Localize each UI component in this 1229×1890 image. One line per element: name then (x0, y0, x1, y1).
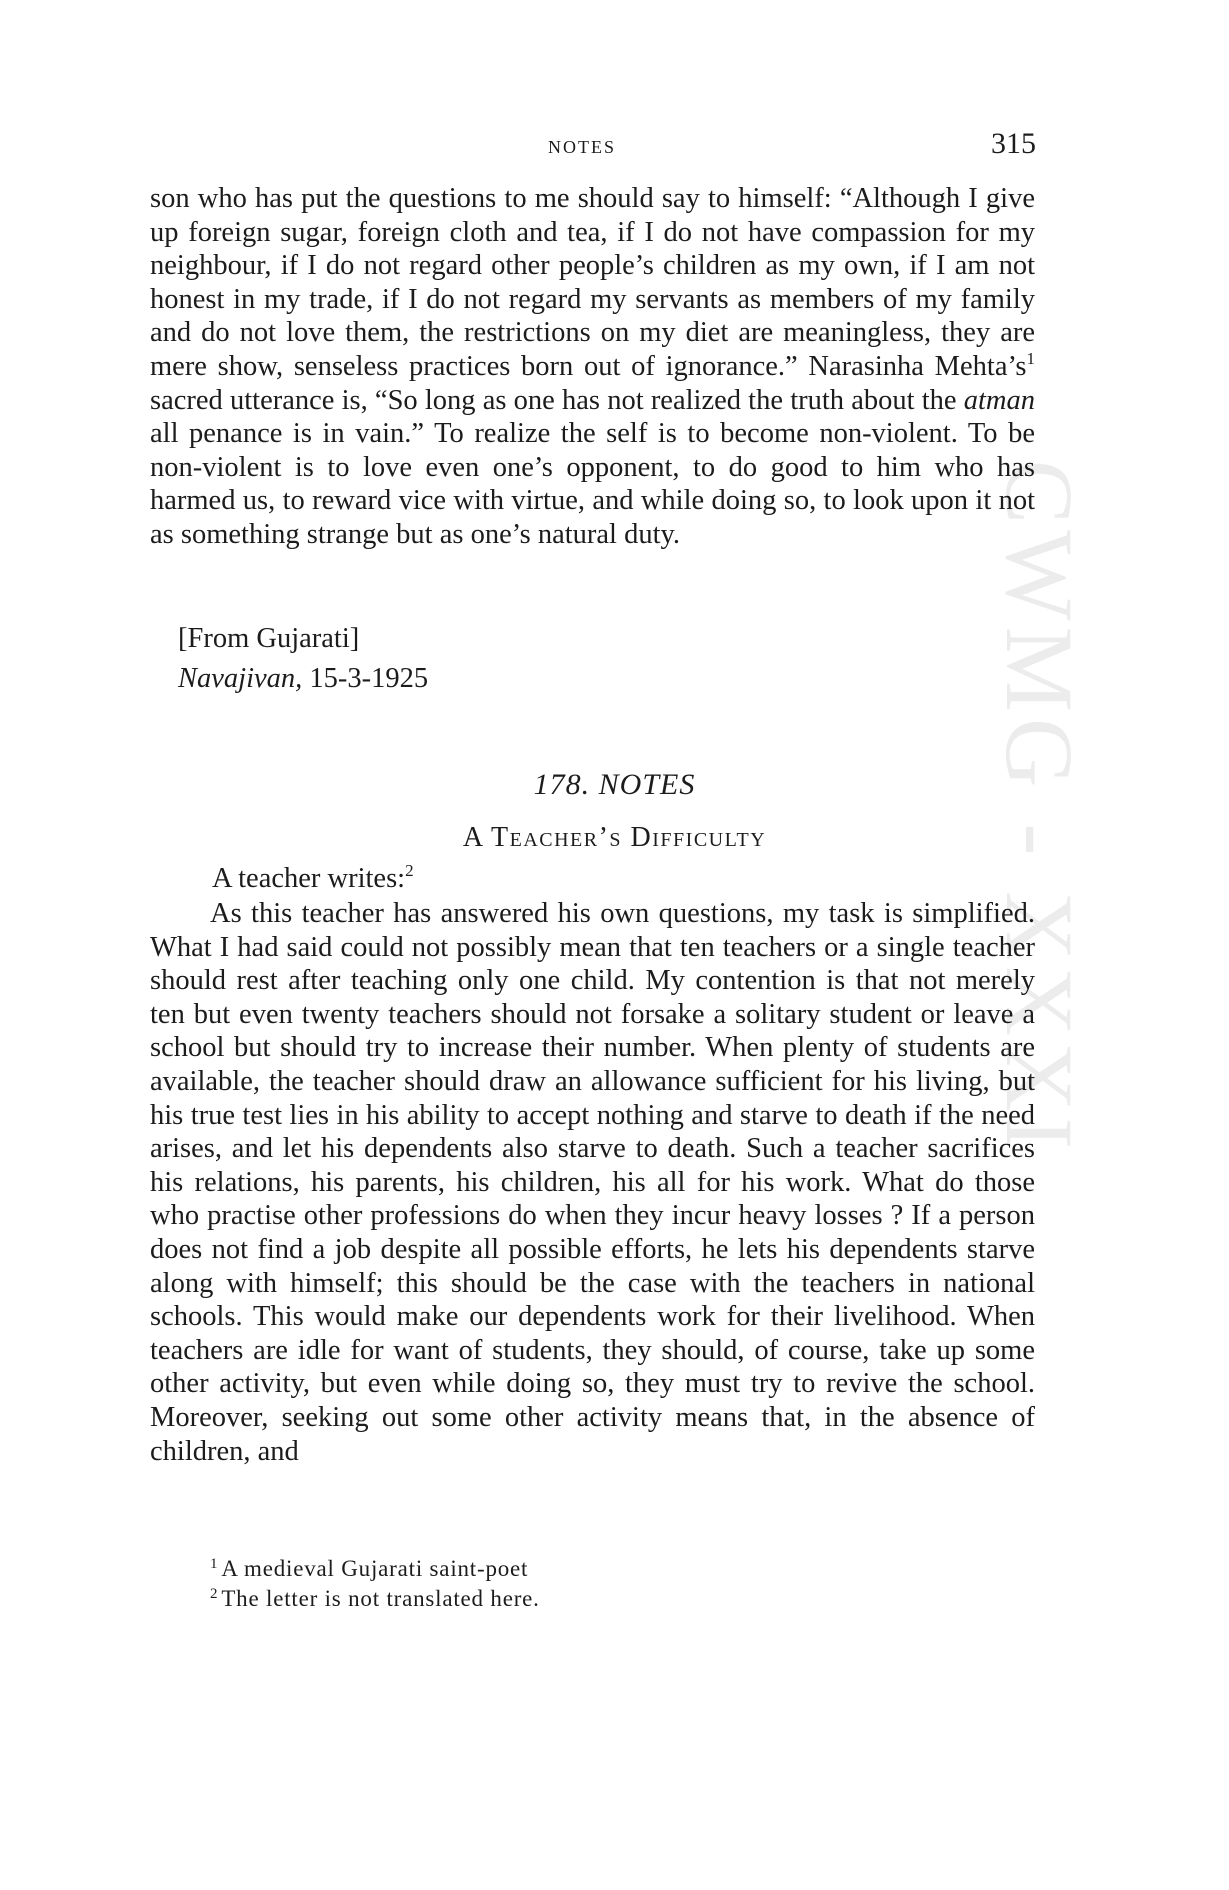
publication-name: Navajivan, (178, 663, 303, 694)
running-head (0, 127, 1229, 163)
footnote-text: The letter is not translated here. (221, 1586, 540, 1611)
paragraph-text: son who has put the questions to me should say to himself: “Although I give up foreign sugar, foreign cloth and tea, if I do not have compassion for my neighbour, if I do not regard other people’s children as my own, if I am not honest in my trade, if I do not regard my servants as members of my family and do not love them, the restrictions on my diet are meaningless, they are mere show, senseless practices born out of ignorance.” Narasinha Mehta’s (150, 183, 1035, 382)
footnote-mark: 2 (210, 1586, 219, 1602)
paragraph (150, 182, 1035, 552)
footnote-text: A medieval Gujarati saint-poet (221, 1556, 529, 1581)
paragraph: As this teacher has answered his own questions, my task is simplified. What I had said could not possibly mean that ten teachers or a single teacher should rest after teaching only one child. My contention is that not merely ten but even twenty teachers should not forsake a solitary student or leave a school but should try to increase their number. When plenty of students are available, the teacher should draw an allowance sufficient for his living, but his true test lies in his ability to accept nothing and starve to death if the need arises, and let his dependents also starve to death. Such a teacher sacrifices his relations, his parents, his children, his all for his work. What do those who practise other professions do when they incur heavy losses ? If a person does not find a job despite all possible efforts, he lets his dependents starve along with himself; this should be the case with the teachers in national schools. This would make our dependents work for their livelihood. When teachers are idle for want of students, they should, of course, take up some other activity, but even while doing so, they must try to revive the school. Moreover, seeking out some other activity means that, in the absence of children, and (150, 898, 1035, 1467)
article-title: 178. NOTES (533, 768, 696, 801)
watermark-text: CWMG - XXXI (986, 460, 1093, 1156)
publication-dateline (178, 662, 428, 695)
continued-paragraph (150, 182, 1035, 552)
intro-text: A teacher writes: (212, 863, 406, 894)
intro-line (212, 862, 414, 895)
paragraph-text: all penance is in vain.” To realize the self is to become non-violent. To be non-violent is to love even one’s opponent, to do good to him who has harmed us, to reward vice with virtue, and while doing so, to look upon it not as something strange but as one’s natural duty. (150, 418, 1035, 550)
footnote-ref: 2 (405, 861, 414, 880)
running-title: NOTES (548, 137, 616, 157)
publication-date: 15-3-1925 (302, 663, 429, 694)
paragraph-text: sacred utterance is, “So long as one has not realized the truth about the (150, 384, 964, 416)
italic-term: atman (963, 384, 1035, 416)
footnote-ref: 1 (1026, 348, 1035, 368)
section-heading: A Teacher’s Difficulty (462, 822, 767, 853)
footnote (210, 1584, 540, 1614)
page-number: 315 (991, 127, 1036, 160)
footnote (210, 1554, 540, 1584)
footnote-mark: 1 (210, 1556, 219, 1572)
article-body (150, 897, 1035, 1468)
footnotes (210, 1554, 540, 1614)
source-language-note: [From Gujarati] (178, 623, 360, 654)
